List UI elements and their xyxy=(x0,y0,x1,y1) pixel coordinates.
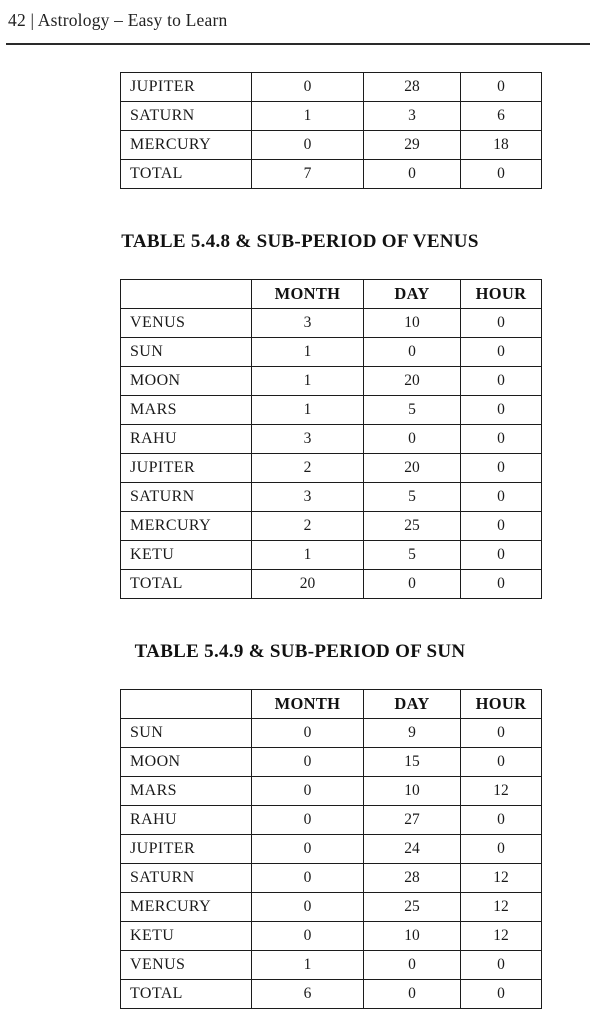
value-cell: 0 xyxy=(461,806,542,835)
table-row xyxy=(121,309,542,338)
value-cell: 5 xyxy=(364,541,461,570)
table-row xyxy=(121,396,542,425)
planet-cell: MERCURY xyxy=(121,131,252,160)
value-cell: 0 xyxy=(364,160,461,189)
table-5-4-8-section xyxy=(120,279,541,599)
table-row xyxy=(121,425,542,454)
table-5-4-9 xyxy=(120,689,542,1009)
value-cell: 0 xyxy=(364,980,461,1009)
value-cell: 10 xyxy=(364,309,461,338)
planet-cell: SATURN xyxy=(121,864,252,893)
column-header-month: MONTH xyxy=(252,280,364,309)
table-row xyxy=(121,512,542,541)
value-cell: 0 xyxy=(252,893,364,922)
table-row xyxy=(121,483,542,512)
table-row xyxy=(121,160,542,189)
table-5-4-8-body xyxy=(121,309,542,599)
value-cell: 28 xyxy=(364,73,461,102)
header-divider xyxy=(6,43,590,45)
value-cell: 0 xyxy=(364,338,461,367)
value-cell: 18 xyxy=(461,131,542,160)
value-cell: 3 xyxy=(252,483,364,512)
column-header-hour: HOUR xyxy=(461,280,542,309)
value-cell: 0 xyxy=(252,922,364,951)
value-cell: 0 xyxy=(461,309,542,338)
value-cell: 0 xyxy=(252,73,364,102)
value-cell: 0 xyxy=(461,454,542,483)
table-row xyxy=(121,864,542,893)
value-cell: 0 xyxy=(364,570,461,599)
table-row xyxy=(121,338,542,367)
planet-cell: JUPITER xyxy=(121,454,252,483)
planet-cell: KETU xyxy=(121,541,252,570)
value-cell: 0 xyxy=(364,425,461,454)
value-cell: 0 xyxy=(461,980,542,1009)
value-cell: 3 xyxy=(252,425,364,454)
planet-cell: SUN xyxy=(121,338,252,367)
planet-cell: KETU xyxy=(121,922,252,951)
table-row xyxy=(121,719,542,748)
planet-cell: MOON xyxy=(121,367,252,396)
value-cell: 2 xyxy=(252,512,364,541)
table-row xyxy=(121,454,542,483)
table-continued-body xyxy=(121,73,542,189)
column-header-blank xyxy=(121,280,252,309)
value-cell: 29 xyxy=(364,131,461,160)
value-cell: 0 xyxy=(252,864,364,893)
value-cell: 0 xyxy=(252,748,364,777)
planet-cell: RAHU xyxy=(121,425,252,454)
table-5-4-9-title: TABLE 5.4.9 & SUB-PERIOD OF SUN xyxy=(134,641,466,662)
table-5-4-9-body xyxy=(121,719,542,1009)
table-5-4-8-title: TABLE 5.4.8 & SUB-PERIOD OF VENUS xyxy=(121,231,479,252)
planet-cell: MARS xyxy=(121,777,252,806)
column-header-blank xyxy=(121,690,252,719)
column-header-day: DAY xyxy=(364,690,461,719)
value-cell: 7 xyxy=(252,160,364,189)
value-cell: 1 xyxy=(252,102,364,131)
value-cell: 25 xyxy=(364,893,461,922)
value-cell: 5 xyxy=(364,396,461,425)
planet-cell: MARS xyxy=(121,396,252,425)
table-row xyxy=(121,748,542,777)
value-cell: 0 xyxy=(461,160,542,189)
table-continued xyxy=(120,72,542,189)
table-continued-section xyxy=(120,72,541,189)
table-header-row xyxy=(121,280,542,309)
value-cell: 3 xyxy=(364,102,461,131)
value-cell: 25 xyxy=(364,512,461,541)
value-cell: 27 xyxy=(364,806,461,835)
table-header-row xyxy=(121,690,542,719)
value-cell: 0 xyxy=(461,541,542,570)
table-row xyxy=(121,777,542,806)
column-header-month: MONTH xyxy=(252,690,364,719)
value-cell: 2 xyxy=(252,454,364,483)
value-cell: 0 xyxy=(461,483,542,512)
value-cell: 5 xyxy=(364,483,461,512)
planet-cell: MOON xyxy=(121,748,252,777)
value-cell: 3 xyxy=(252,309,364,338)
value-cell: 1 xyxy=(252,951,364,980)
planet-cell: SATURN xyxy=(121,483,252,512)
table-row xyxy=(121,541,542,570)
planet-cell: SUN xyxy=(121,719,252,748)
planet-cell: JUPITER xyxy=(121,835,252,864)
planet-cell: VENUS xyxy=(121,309,252,338)
table-row xyxy=(121,806,542,835)
value-cell: 0 xyxy=(461,719,542,748)
planet-cell: TOTAL xyxy=(121,980,252,1009)
value-cell: 12 xyxy=(461,922,542,951)
value-cell: 0 xyxy=(252,806,364,835)
value-cell: 0 xyxy=(252,131,364,160)
planet-cell: TOTAL xyxy=(121,570,252,599)
value-cell: 10 xyxy=(364,777,461,806)
planet-cell: SATURN xyxy=(121,102,252,131)
value-cell: 0 xyxy=(461,367,542,396)
planet-cell: RAHU xyxy=(121,806,252,835)
value-cell: 0 xyxy=(461,73,542,102)
value-cell: 15 xyxy=(364,748,461,777)
value-cell: 0 xyxy=(364,951,461,980)
value-cell: 12 xyxy=(461,864,542,893)
planet-cell: MERCURY xyxy=(121,893,252,922)
value-cell: 9 xyxy=(364,719,461,748)
value-cell: 6 xyxy=(461,102,542,131)
column-header-hour: HOUR xyxy=(461,690,542,719)
planet-cell: TOTAL xyxy=(121,160,252,189)
value-cell: 1 xyxy=(252,367,364,396)
value-cell: 28 xyxy=(364,864,461,893)
value-cell: 24 xyxy=(364,835,461,864)
planet-cell: VENUS xyxy=(121,951,252,980)
value-cell: 0 xyxy=(461,748,542,777)
value-cell: 20 xyxy=(364,367,461,396)
value-cell: 0 xyxy=(461,570,542,599)
table-row xyxy=(121,102,542,131)
value-cell: 12 xyxy=(461,893,542,922)
value-cell: 0 xyxy=(252,835,364,864)
table-row xyxy=(121,73,542,102)
spacer xyxy=(0,253,600,279)
column-header-day: DAY xyxy=(364,280,461,309)
value-cell: 0 xyxy=(252,777,364,806)
value-cell: 20 xyxy=(252,570,364,599)
table-row xyxy=(121,835,542,864)
value-cell: 0 xyxy=(461,396,542,425)
table-row xyxy=(121,570,542,599)
table-row xyxy=(121,367,542,396)
value-cell: 6 xyxy=(252,980,364,1009)
value-cell: 12 xyxy=(461,777,542,806)
value-cell: 1 xyxy=(252,396,364,425)
value-cell: 0 xyxy=(461,425,542,454)
value-cell: 1 xyxy=(252,541,364,570)
value-cell: 20 xyxy=(364,454,461,483)
table-5-4-8-head xyxy=(121,280,542,309)
table-row xyxy=(121,922,542,951)
value-cell: 0 xyxy=(461,512,542,541)
table-5-4-9-head xyxy=(121,690,542,719)
table-row xyxy=(121,980,542,1009)
page-header: 42 | Astrology – Easy to Learn xyxy=(8,10,228,30)
value-cell: 0 xyxy=(252,719,364,748)
value-cell: 10 xyxy=(364,922,461,951)
value-cell: 0 xyxy=(461,951,542,980)
value-cell: 0 xyxy=(461,338,542,367)
value-cell: 1 xyxy=(252,338,364,367)
spacer xyxy=(0,663,600,689)
table-5-4-9-section xyxy=(120,689,541,1009)
planet-cell: MERCURY xyxy=(121,512,252,541)
value-cell: 0 xyxy=(461,835,542,864)
table-row xyxy=(121,131,542,160)
table-row xyxy=(121,893,542,922)
table-row xyxy=(121,951,542,980)
planet-cell: JUPITER xyxy=(121,73,252,102)
table-5-4-8 xyxy=(120,279,542,599)
